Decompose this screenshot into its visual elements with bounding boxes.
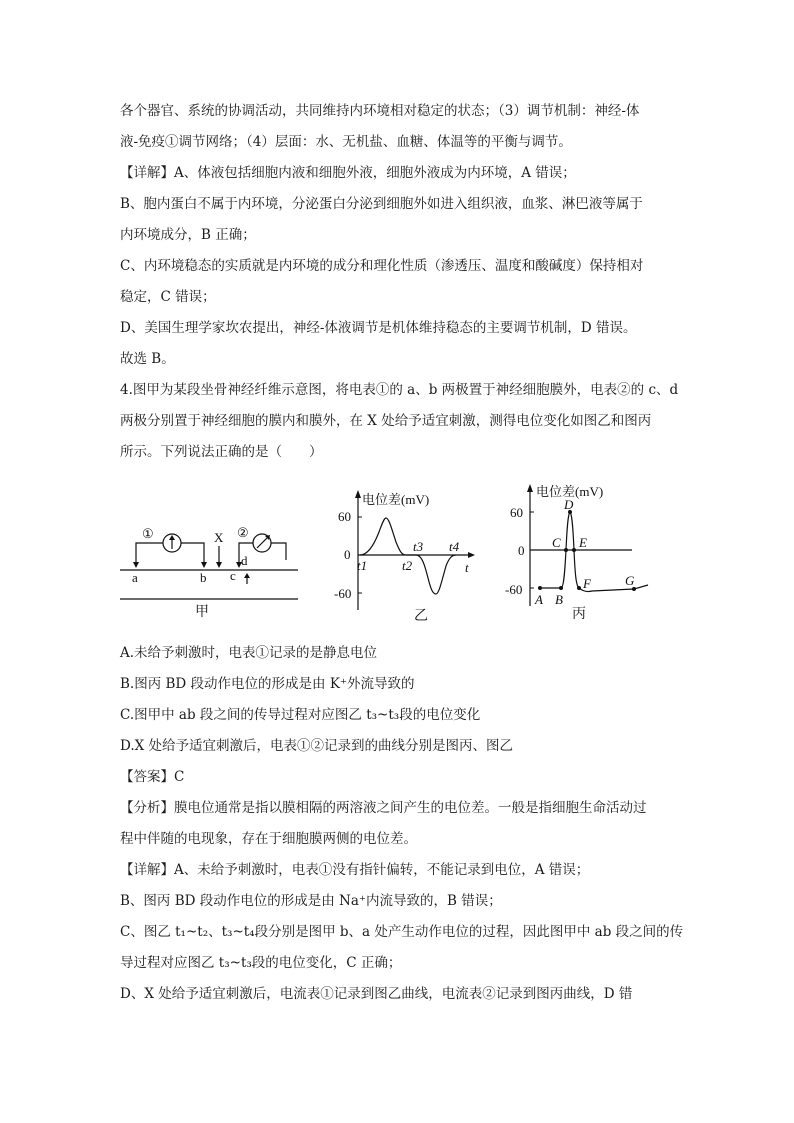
question-line-2: 两极分别置于神经细胞的膜内和膜外，在 X 处给予适宜刺激，测得电位变化如图乙和图丙 [120, 413, 652, 429]
point-b-label: B [555, 592, 563, 607]
point-d-label: D [564, 497, 574, 512]
answer-line: 【答案】C [120, 769, 185, 785]
figure-bing [500, 478, 670, 623]
detail4-line-5: D、X 处给予适宜刺激后，电流表①记录到图乙曲线，电流表②记录到图丙曲线，D 错 [120, 986, 633, 1002]
point-c-label: C [552, 535, 561, 550]
electrode-c-label: c [230, 568, 236, 583]
point-g-label: G [625, 573, 635, 588]
option-d: D.X 处给予适宜刺激后，电表①②记录到的曲线分别是图丙、图乙 [120, 738, 514, 754]
point-f-label: F [583, 576, 591, 591]
figure-yi-caption: 乙 [414, 609, 428, 624]
y-tick-60: 60 [510, 505, 523, 520]
detail4-line-2: B、图丙 BD 段动作电位的形成是由 Na⁺内流导致的，B 错误； [120, 893, 502, 909]
figure-jia [118, 518, 303, 618]
t4-label: t4 [449, 539, 460, 554]
electrode-a-label: a [132, 570, 138, 585]
y-axis-label: 电位差(mV) [362, 492, 430, 507]
action-potential-curve [360, 518, 456, 594]
intro-line-2: 液-免疫①调节网络；（4）层面：水、无机盐、血糖、体温等的平衡与调节。 [120, 134, 572, 150]
figure-jia-caption: 甲 [195, 605, 209, 618]
detail4-line-1: 【详解】A、未给予刺激时，电表①没有指针偏转，不能记录到电位，A 错误； [120, 862, 590, 878]
point-e-label: E [579, 535, 587, 550]
y-tick-0: 0 [344, 547, 351, 562]
meter-2-label: ② [237, 525, 249, 540]
electrode-b-label: b [200, 570, 207, 585]
electrode-d-label: d [241, 553, 248, 568]
y-tick-0: 0 [518, 543, 525, 558]
t-axis-label: t [465, 560, 469, 575]
option-a: A.未给予刺激时，电表①记录的是静息电位 [120, 645, 378, 661]
point-a-label: A [535, 592, 543, 607]
question-line-3: 所示。下列说法正确的是（ ） [120, 444, 323, 460]
meter-1-label: ① [142, 526, 154, 541]
option-c: C.图甲中 ab 段之间的传导过程对应图乙 t₃~t₃段的电位变化 [120, 707, 481, 723]
analysis-line-2: 程中伴随的电现象，存在于细胞膜两侧的电位差。 [120, 831, 417, 847]
option-b: B.图丙 BD 段动作电位的形成是由 K⁺外流导致的 [120, 676, 415, 692]
detail-line-2: B、胞内蛋白不属于内环境，分泌蛋白分泌到细胞外如进入组织液，血浆、淋巴液等属于 [120, 196, 643, 212]
detail-line-7: 故选 B。 [120, 351, 175, 367]
question-line-1: 4.图甲为某段坐骨神经纤维示意图，将电表①的 a、b 两极置于神经细胞膜外，电表②的 c、d [120, 382, 679, 398]
y-tick-60: 60 [338, 509, 351, 524]
t2-label: t2 [402, 558, 413, 573]
t1-label: t1 [357, 558, 368, 573]
detail4-line-4: 导过程对应图乙 t₃~t₃段的电位变化，C 正确； [120, 955, 402, 971]
intro-line-1: 各个器官、系统的协调活动，共同维持内环境相对稳定的状态；（3）调节机制：神经-体 [120, 103, 640, 119]
t3-label: t3 [413, 539, 424, 554]
y-tick-neg60: -60 [334, 586, 352, 601]
detail-line-5: 稳定，C 错误； [120, 289, 216, 305]
stimulus-x-label: X [214, 530, 224, 545]
detail-line-6: D、美国生理学家坎农提出，神经-体液调节是机体维持稳态的主要调节机制，D 错误。 [120, 320, 637, 336]
detail4-line-3: C、图乙 t₁~t₂、t₃~t₄段分别是图甲 b、a 处产生动作电位的过程，因此图甲中 ab 段之间的传 [120, 924, 684, 940]
detail-line-1: 【详解】A、体液包括细胞内液和细胞外液，细胞外液成为内环境，A 错误； [120, 165, 576, 181]
figure-bing-caption: 丙 [572, 607, 586, 622]
detail-line-3: 内环境成分，B 正确； [120, 227, 256, 243]
analysis-line-1: 【分析】膜电位通常是指以膜相隔的两溶液之间产生的电位差。一般是指细胞生命活动过 [120, 800, 647, 816]
detail-line-4: C、内环境稳态的实质就是内环境的成分和理化性质（渗透压、温度和酸碱度）保持相对 [120, 258, 644, 274]
figure-yi [322, 482, 482, 624]
y-axis-label: 电位差(mV) [536, 484, 604, 499]
y-tick-neg60: -60 [505, 582, 523, 597]
